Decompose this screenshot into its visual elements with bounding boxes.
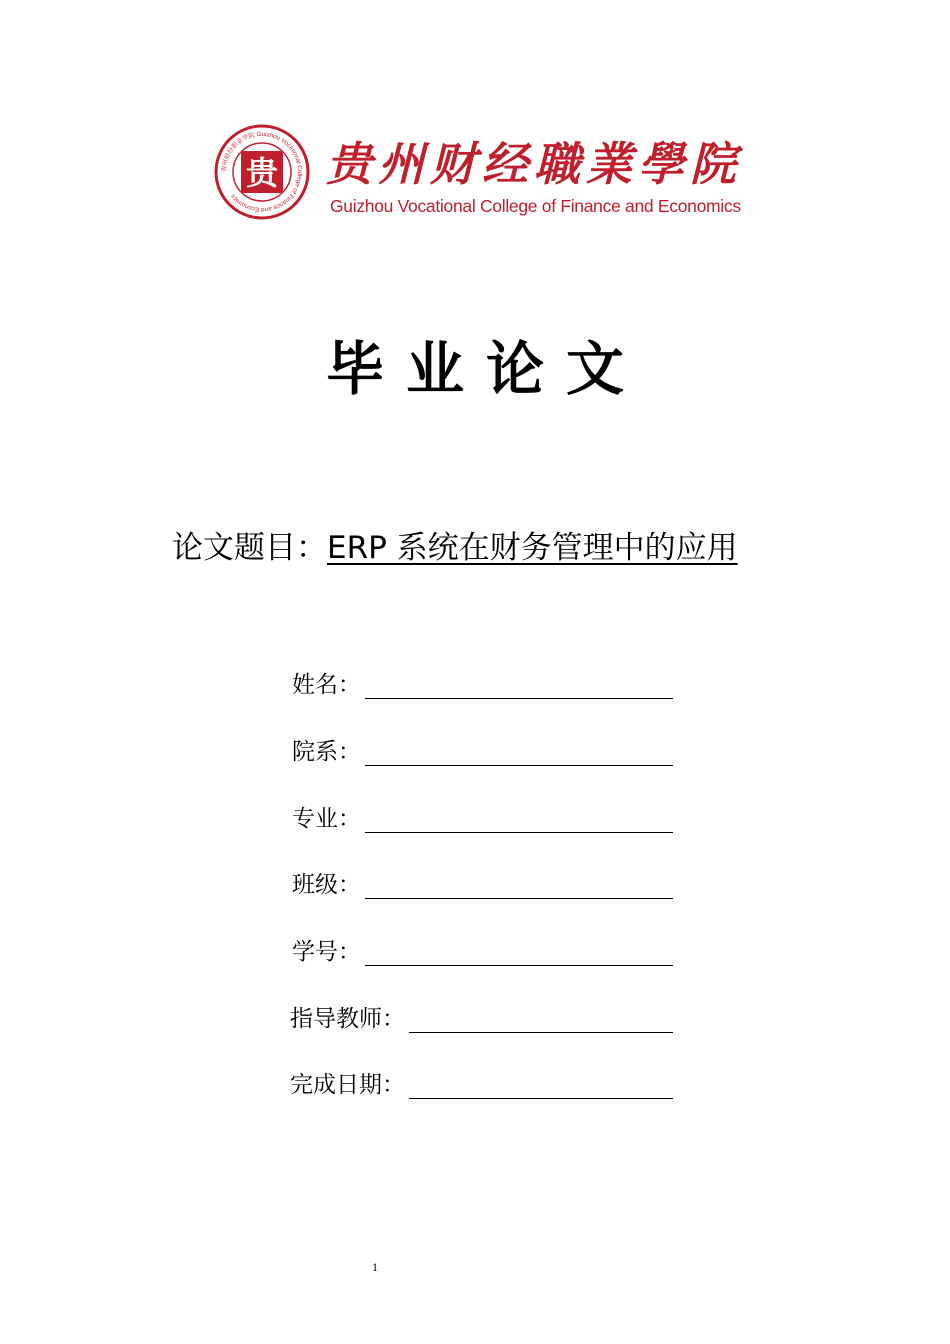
field-class <box>292 866 673 899</box>
fill-line <box>365 670 673 699</box>
thesis-title-row <box>172 522 738 567</box>
fill-line <box>409 1004 673 1033</box>
field-label: 院系： <box>292 739 361 765</box>
college-seal-icon <box>214 124 310 220</box>
fill-line <box>365 737 673 766</box>
fill-line <box>409 1070 673 1099</box>
fill-line <box>365 937 673 966</box>
field-label: 完成日期： <box>290 1072 405 1098</box>
thesis-topic: ERP 系统在财务管理中的应用 <box>327 530 738 566</box>
page-number: 1 <box>372 1260 378 1274</box>
school-name-cn: 贵州财经職業學院 <box>326 137 742 191</box>
field-label: 学号： <box>292 939 361 965</box>
college-logo <box>214 124 764 220</box>
field-completion-date <box>290 1066 673 1099</box>
fill-line <box>365 870 673 899</box>
fill-line <box>365 804 673 833</box>
field-label: 指导教师： <box>290 1006 405 1032</box>
field-major <box>292 800 673 833</box>
field-name <box>292 666 673 699</box>
field-department <box>292 733 673 766</box>
seal-char: 贵 <box>245 154 279 192</box>
document-title: 毕业论文 <box>325 335 646 403</box>
field-label: 班级： <box>292 872 361 898</box>
field-advisor <box>290 1000 673 1033</box>
field-label: 姓名： <box>292 672 361 698</box>
thesis-title-label: 论文题目： <box>172 530 327 566</box>
field-student-id <box>292 933 673 966</box>
school-name-en: Guizhou Vocational College of Finance and Economics <box>330 196 741 216</box>
field-label: 专业： <box>292 806 361 832</box>
seal-ring-text: 贵州财经职业学院 Guizhou Vocational College of Finance and Economics <box>220 130 304 214</box>
